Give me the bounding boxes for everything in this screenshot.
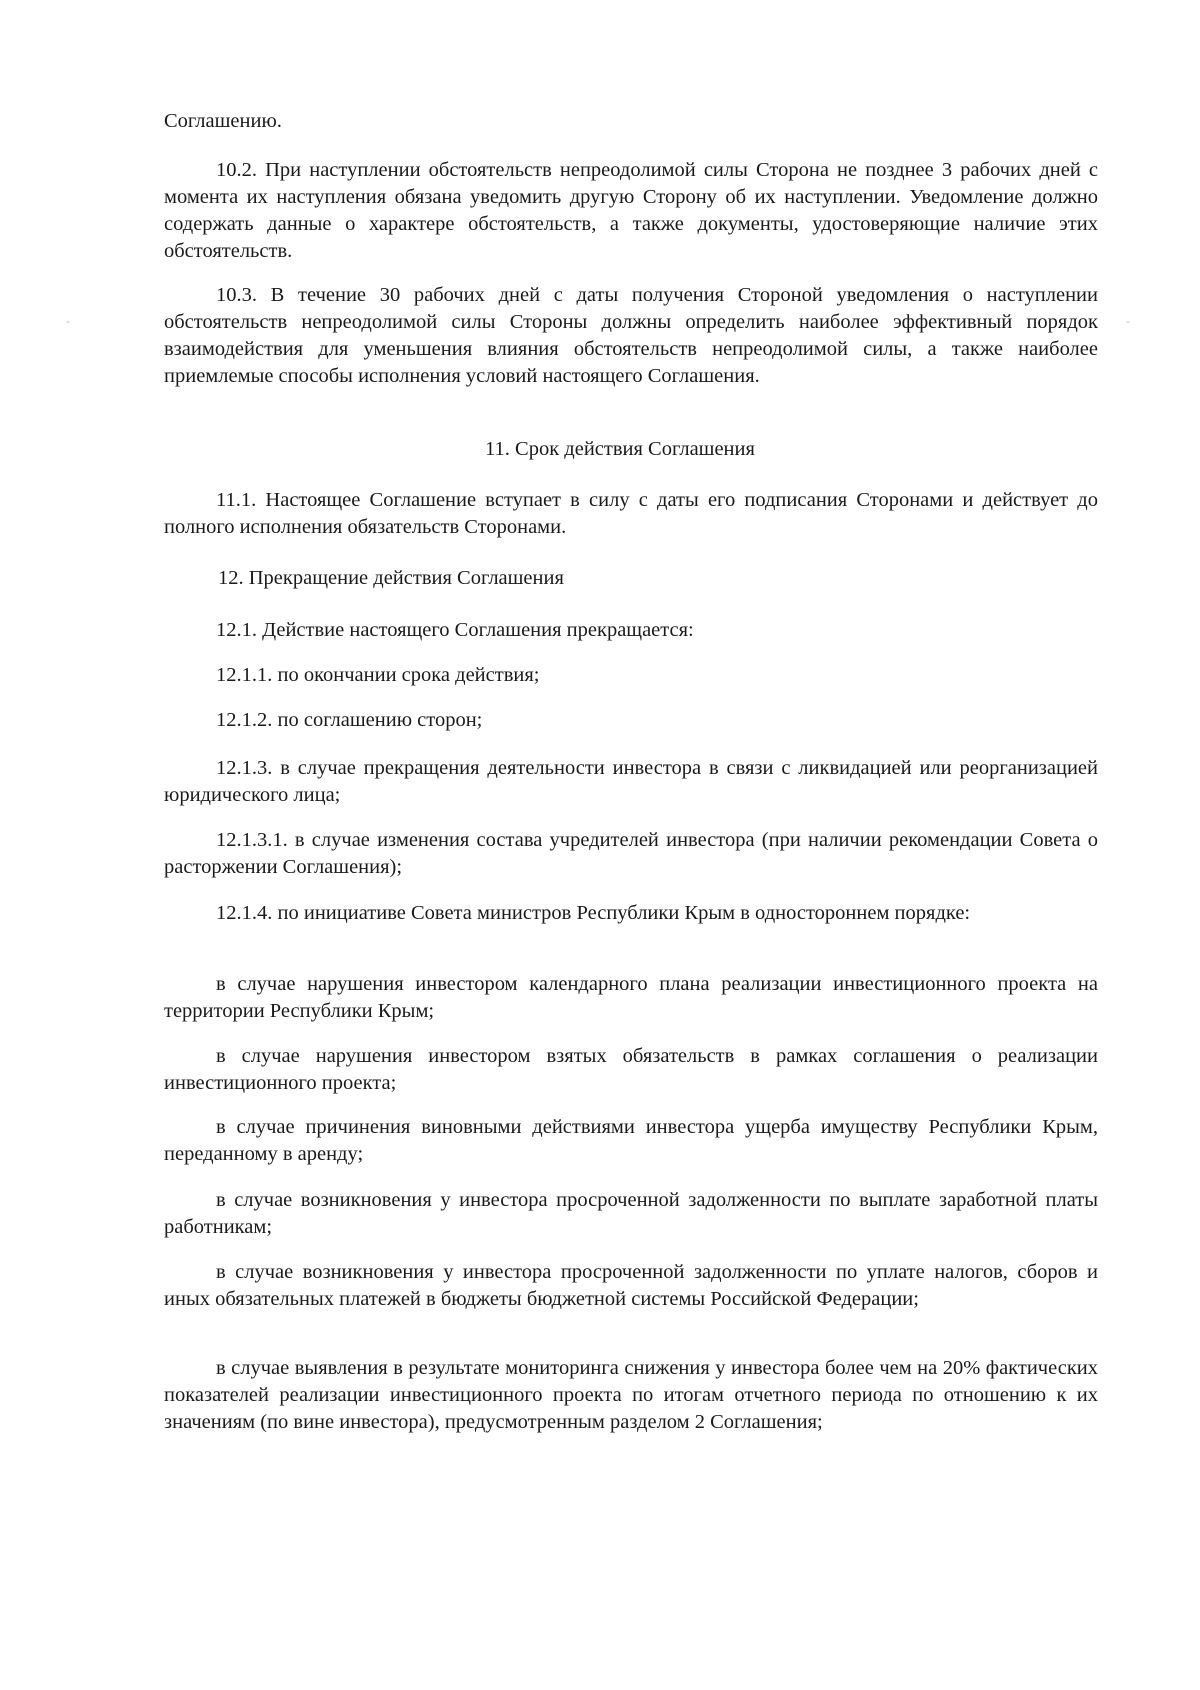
paragraph-12-1: 12.1. Действие настоящего Соглашения прекращается: <box>216 619 694 641</box>
paragraph-12-1-4: 12.1.4. по инициативе Совета министров Республики Крым в одностороннем порядке: <box>216 902 971 924</box>
section-11-heading: 11. Срок действия Соглашения <box>485 438 755 460</box>
margin-mark-right: - <box>1126 314 1130 328</box>
paragraph-11-1: 11.1. Настоящее Соглашение вступает в силу с даты его подписания Сторонами и действует до полного исполнения обязательств Сторонами. <box>164 489 1098 538</box>
continuation-text: Соглашению. <box>164 110 282 132</box>
case-item: в случае нарушения инвестором календарного плана реализации инвестиционного проекта на территории Республики Крым; <box>164 973 1098 1022</box>
case-item: в случае причинения виновными действиями инвестора ущерба имуществу Республики Крым, переданному в аренду; <box>164 1116 1098 1165</box>
paragraph-10-2: 10.2. При наступлении обстоятельств непреодолимой силы Сторона не позднее 3 рабочих дней с момента их наступления обязана уведомить другую Сторону об их наступлении. Уведомление должно содержать данные о характере обстоятельств, а также документы, удостоверяющие наличие этих обстоятельств. <box>164 159 1098 262</box>
paragraph-12-1-2: 12.1.2. по соглашению сторон; <box>216 709 483 731</box>
section-12-heading: 12. Прекращение действия Соглашения <box>218 567 564 589</box>
paragraph-12-1-3-1: 12.1.3.1. в случае изменения состава учредителей инвестора (при наличии рекомендации Совета о расторжении Соглашения); <box>164 829 1098 878</box>
paragraph-12-1-1: 12.1.1. по окончании срока действия; <box>216 664 540 686</box>
case-item: в случае нарушения инвестором взятых обязательств в рамках соглашения о реализации инвестиционного проекта; <box>164 1045 1098 1094</box>
paragraph-10-3: 10.3. В течение 30 рабочих дней с даты получения Стороной уведомления о наступлении обстоятельств непреодолимой силы Стороны должны определить наиболее эффективный порядок взаимодействия для уменьшения влияния обстоятельств непреодолимой силы, а также наиболее приемлемые способы исполнения условий настоящего Соглашения. <box>164 284 1098 387</box>
case-item: в случае возникновения у инвестора просроченной задолженности по уплате налогов, сборов и иных обязательных платежей в бюджеты бюджетной системы Российской Федерации; <box>164 1261 1098 1310</box>
case-item: в случае возникновения у инвестора просроченной задолженности по выплате заработной платы работникам; <box>164 1189 1098 1238</box>
paragraph-12-1-3: 12.1.3. в случае прекращения деятельности инвестора в связи с ликвидацией или реорганизацией юридического лица; <box>164 757 1098 806</box>
margin-mark-left: - <box>66 314 70 328</box>
case-item: в случае выявления в результате мониторинга снижения у инвестора более чем на 20% фактических показателей реализации инвестиционного проекта по итогам отчетного периода по отношению к их значениям (по вине инвестора), предусмотренным разделом 2 Соглашения; <box>164 1357 1098 1433</box>
